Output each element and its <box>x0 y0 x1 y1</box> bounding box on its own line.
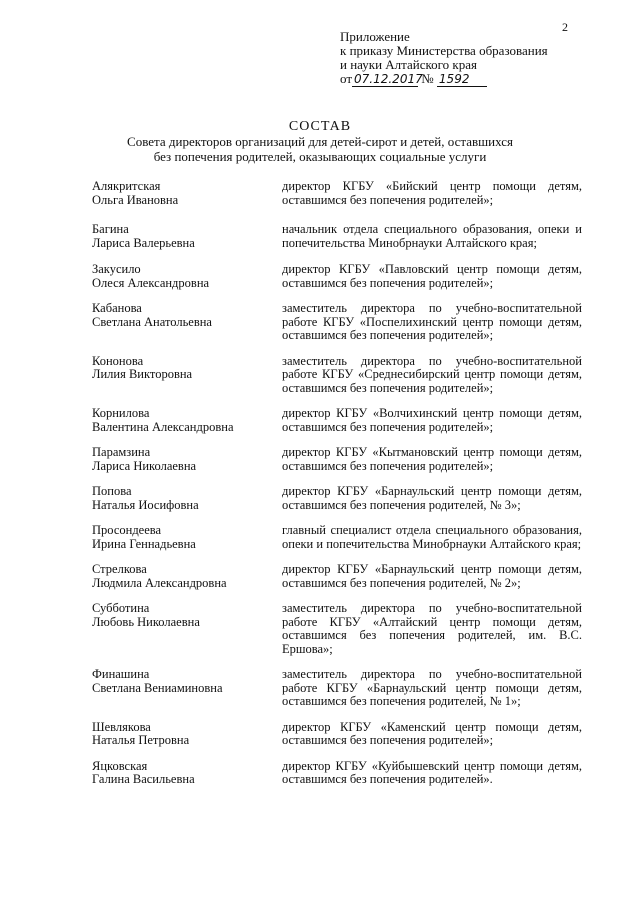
member-role: заместитель директора по учебно-воспитательной работе КГБУ «Среднесибирский центр помощи детям, оставшимся без попечения родителей»; <box>282 353 582 395</box>
member-name <box>92 524 282 551</box>
document-title: СОСТАВ <box>288 119 352 134</box>
member-role: директор КГБУ «Волчихинский центр помощи детям, оставшимся без попечения родителей»; <box>282 406 582 434</box>
member-given-name: Светлана Вениаминовна <box>92 680 223 695</box>
member-given-name: Любовь Николаевна <box>92 614 200 629</box>
member-entry <box>92 563 592 590</box>
member-given-name: Галина Васильевна <box>92 772 195 786</box>
member-role: директор КГБУ «Куйбышевский центр помощи детям, оставшимся без попечения родителей». <box>282 758 582 786</box>
document-subtitle-line-1: Совета директоров организаций для детей-сирот и детей, оставшихся <box>127 134 513 149</box>
appendix-line-3: и науки Алтайского края <box>340 57 477 72</box>
members-list <box>92 180 592 787</box>
date-prefix: от <box>340 71 353 86</box>
member-given-name: Лилия Викторовна <box>92 367 193 381</box>
member-given-name: Олеся Александровна <box>92 275 210 290</box>
member-name <box>92 668 282 709</box>
member-name <box>92 355 282 396</box>
member-role: директор КГБУ «Павловский центр помощи детям, оставшимся без попечения родителей»; <box>282 262 582 290</box>
member-surname: Корнилова <box>92 406 150 420</box>
member-surname: Попова <box>92 484 132 498</box>
member-role: главный специалист отдела специального образования, опеки и попечительства Минобрнауки Алтайского края; <box>282 523 582 551</box>
member-entry <box>92 721 592 748</box>
member-given-name: Наталья Иосифовна <box>92 497 199 512</box>
member-surname: Шевлякова <box>92 719 151 734</box>
member-given-name: Наталья Петровна <box>92 733 190 747</box>
member-entry <box>92 602 592 656</box>
member-entry <box>92 263 592 290</box>
member-surname: Кононова <box>92 353 144 368</box>
member-name <box>92 223 282 250</box>
member-surname: Стрелкова <box>92 562 147 576</box>
member-name <box>92 446 282 473</box>
member-given-name: Лариса Валерьевна <box>92 235 195 250</box>
member-entry <box>92 485 592 512</box>
number-prefix: № <box>421 71 434 86</box>
member-given-name: Людмила Александровна <box>92 575 227 590</box>
order-date: 07.12.2017 <box>354 72 423 86</box>
member-surname: Алякритская <box>92 179 161 193</box>
member-entry <box>92 180 592 207</box>
member-given-name: Ольга Ивановна <box>92 192 179 207</box>
member-role: заместитель директора по учебно-воспитательной работе КГБУ «Барнаульский центр помощи детям, оставшимся без попечения родителей, № 1»; <box>282 667 582 708</box>
document-subtitle-line-2: без попечения родителей, оказывающих социальные услуги <box>153 149 487 164</box>
member-entry <box>92 302 592 343</box>
member-role: директор КГБУ «Барнаульский центр помощи детям, оставшимся без попечения родителей, № 2»; <box>282 562 582 590</box>
member-surname: Субботина <box>92 601 150 615</box>
member-entry <box>92 355 592 396</box>
member-surname: Яцковская <box>92 758 148 773</box>
member-name <box>92 563 282 590</box>
member-name <box>92 760 282 787</box>
member-entry <box>92 524 592 551</box>
member-name <box>92 485 282 512</box>
appendix-line-1: Приложение <box>340 29 410 44</box>
member-surname: Парамзина <box>92 445 151 459</box>
member-role: начальник отдела специального образования, опеки и попечительства Минобрнауки Алтайского края; <box>282 222 582 250</box>
member-role: директор КГБУ «Бийский центр помощи детям, оставшимся без попечения родителей»; <box>282 179 582 207</box>
member-entry <box>92 668 592 709</box>
member-name <box>92 180 282 207</box>
member-surname: Финашина <box>92 667 150 681</box>
member-surname: Закусило <box>92 262 141 276</box>
member-given-name: Валентина Александровна <box>92 419 234 434</box>
member-surname: Кабанова <box>92 301 142 315</box>
page-number: 2 <box>562 20 568 34</box>
member-entry <box>92 446 592 473</box>
member-name <box>92 602 282 656</box>
member-entry <box>92 760 592 787</box>
member-role: директор КГБУ «Каменский центр помощи детям, оставшимся без попечения родителей»; <box>282 719 582 747</box>
appendix-date-line <box>340 72 548 87</box>
member-surname: Просондеева <box>92 523 162 537</box>
member-given-name: Ирина Геннадьевна <box>92 536 196 551</box>
member-name <box>92 407 282 434</box>
member-entry <box>92 223 592 250</box>
appendix-line-2: к приказу Министерства образования <box>340 43 548 58</box>
member-entry <box>92 407 592 434</box>
member-name <box>92 721 282 748</box>
member-role: директор КГБУ «Барнаульский центр помощи детям, оставшимся без попечения родителей, № 3»; <box>282 484 582 512</box>
member-name <box>92 263 282 290</box>
order-number: 1592 <box>437 72 487 87</box>
member-role: заместитель директора по учебно-воспитательной работе КГБУ «Алтайский центр помощи детям, оставшимся без попечения родителей, им. В.С. Ершова»; <box>282 601 582 656</box>
member-given-name: Светлана Анатольевна <box>92 314 212 329</box>
member-role: заместитель директора по учебно-воспитательной работе КГБУ «Поспелихинский центр помощи детям, оставшимся без попечения родителей»; <box>282 301 582 342</box>
member-surname: Багина <box>92 222 129 236</box>
appendix-block <box>340 30 548 87</box>
member-role: директор КГБУ «Кытмановский центр помощи детям, оставшимся без попечения родителей»; <box>282 445 582 473</box>
title-block <box>0 119 640 164</box>
member-name <box>92 302 282 343</box>
member-given-name: Лариса Николаевна <box>92 458 197 473</box>
